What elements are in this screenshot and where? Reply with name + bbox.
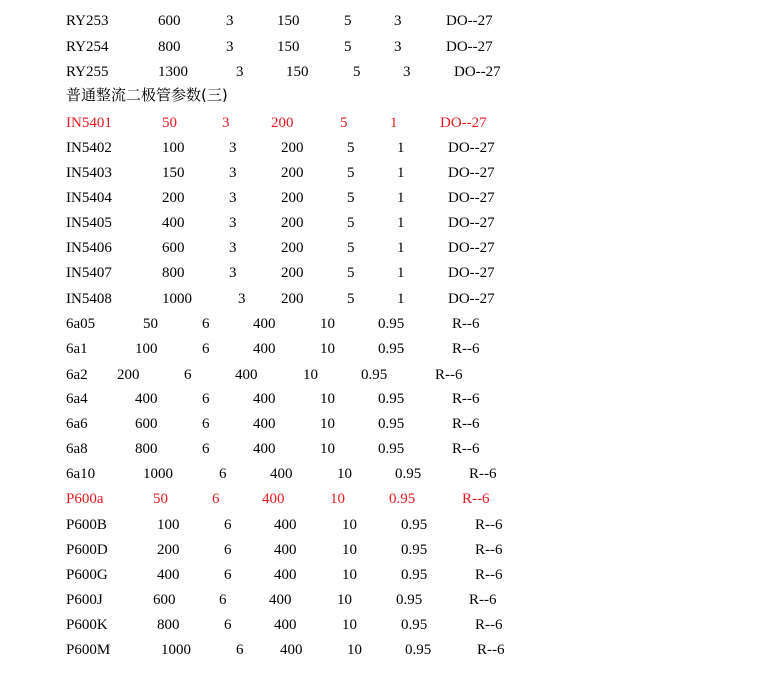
param-value: 3 [226, 13, 234, 29]
part-number: IN5402 [66, 140, 112, 156]
param-value: 3 [238, 291, 246, 307]
table-row [0, 639, 758, 661]
param-value: R--6 [475, 567, 503, 583]
param-value: 3 [403, 64, 411, 80]
table-row [0, 237, 758, 259]
param-value: 100 [162, 140, 185, 156]
part-number: P600a [66, 491, 104, 507]
param-value: 600 [158, 13, 181, 29]
part-number: P600B [66, 517, 107, 533]
param-value: 150 [277, 13, 300, 29]
param-value: 800 [162, 265, 185, 281]
param-value: 150 [277, 39, 300, 55]
param-value: 150 [162, 165, 185, 181]
table-row [0, 488, 758, 510]
param-value: 400 [262, 491, 285, 507]
param-value: 5 [353, 64, 361, 80]
param-value: 3 [394, 39, 402, 55]
param-value: 3 [236, 64, 244, 80]
param-value: 1 [397, 265, 405, 281]
param-value: 10 [342, 567, 357, 583]
param-value: 400 [135, 391, 158, 407]
param-value: 5 [347, 215, 355, 231]
table-row [0, 514, 758, 536]
param-value: DO--27 [448, 265, 495, 281]
param-value: 1 [390, 115, 398, 131]
param-value: 150 [286, 64, 309, 80]
table-row [0, 413, 758, 435]
param-value: 10 [347, 642, 362, 658]
param-value: 10 [303, 367, 318, 383]
part-number: IN5404 [66, 190, 112, 206]
part-number: IN5405 [66, 215, 112, 231]
param-value: 1 [397, 240, 405, 256]
param-value: 600 [162, 240, 185, 256]
param-value: 10 [342, 542, 357, 558]
param-value: 200 [281, 291, 304, 307]
param-value: 3 [229, 215, 237, 231]
param-value: DO--27 [448, 215, 495, 231]
param-value: 10 [320, 316, 335, 332]
param-value: 200 [281, 140, 304, 156]
param-value: 6 [224, 617, 232, 633]
param-value: 3 [229, 165, 237, 181]
param-value: 200 [117, 367, 140, 383]
param-value: R--6 [475, 542, 503, 558]
param-value: 5 [347, 165, 355, 181]
param-value: 1000 [162, 291, 192, 307]
param-value: 0.95 [401, 542, 428, 558]
table-row [0, 313, 758, 335]
param-value: DO--27 [448, 240, 495, 256]
param-value: 6 [202, 341, 210, 357]
param-value: 0.95 [378, 416, 405, 432]
part-number: RY255 [66, 64, 109, 80]
param-value: 200 [281, 165, 304, 181]
param-value: R--6 [452, 441, 480, 457]
table-row [0, 262, 758, 284]
param-value: 1 [397, 291, 405, 307]
param-value: 1300 [158, 64, 188, 80]
param-value: 1 [397, 140, 405, 156]
param-value: 6 [224, 567, 232, 583]
param-value: 400 [280, 642, 303, 658]
param-value: DO--27 [448, 190, 495, 206]
param-value: 3 [229, 190, 237, 206]
param-value: 5 [344, 39, 352, 55]
table-row [0, 539, 758, 561]
param-value: 1 [397, 165, 405, 181]
param-value: R--6 [452, 341, 480, 357]
table-row [0, 10, 758, 32]
table-row [0, 564, 758, 586]
table-row [0, 438, 758, 460]
part-number: RY253 [66, 13, 109, 29]
param-value: DO--27 [454, 64, 501, 80]
param-value: 800 [158, 39, 181, 55]
param-value: DO--27 [448, 140, 495, 156]
param-value: DO--27 [440, 115, 487, 131]
part-number: IN5406 [66, 240, 112, 256]
table-row [0, 162, 758, 184]
param-value: R--6 [452, 316, 480, 332]
param-value: 3 [229, 240, 237, 256]
section-heading: 普通整流二极管参数(三) [66, 86, 228, 104]
param-value: R--6 [469, 592, 497, 608]
table-row [0, 137, 758, 159]
param-value: R--6 [469, 466, 497, 482]
param-value: 400 [270, 466, 293, 482]
param-value: 0.95 [401, 567, 428, 583]
part-number: 6a4 [66, 391, 88, 407]
param-value: 3 [229, 265, 237, 281]
param-value: 1 [397, 190, 405, 206]
param-value: 200 [281, 265, 304, 281]
param-value: 1000 [143, 466, 173, 482]
param-value: 5 [347, 240, 355, 256]
param-value: 3 [229, 140, 237, 156]
param-value: R--6 [477, 642, 505, 658]
table-row [0, 36, 758, 58]
table-row [0, 388, 758, 410]
part-number: 6a1 [66, 341, 88, 357]
part-number: 6a10 [66, 466, 96, 482]
param-value: 400 [253, 391, 276, 407]
param-value: R--6 [475, 617, 503, 633]
param-value: 0.95 [401, 517, 428, 533]
param-value: 6 [219, 592, 227, 608]
param-value: 50 [153, 491, 168, 507]
part-number: P600G [66, 567, 108, 583]
param-value: 10 [320, 416, 335, 432]
param-value: 600 [135, 416, 158, 432]
part-number: RY254 [66, 39, 109, 55]
param-value: 0.95 [378, 441, 405, 457]
param-value: R--6 [462, 491, 490, 507]
param-value: 0.95 [378, 316, 405, 332]
param-value: 400 [162, 215, 185, 231]
param-value: 6 [219, 466, 227, 482]
param-value: 6 [202, 316, 210, 332]
table-row [0, 614, 758, 636]
param-value: DO--27 [448, 165, 495, 181]
param-value: 400 [274, 567, 297, 583]
param-value: 0.95 [361, 367, 388, 383]
table-row [0, 187, 758, 209]
table-row [0, 338, 758, 360]
part-number: IN5403 [66, 165, 112, 181]
param-value: 400 [274, 617, 297, 633]
param-value: 400 [157, 567, 180, 583]
param-value: 10 [330, 491, 345, 507]
param-value: 5 [347, 291, 355, 307]
param-value: 5 [347, 265, 355, 281]
param-value: 0.95 [405, 642, 432, 658]
table-row [0, 112, 758, 134]
part-number: P600D [66, 542, 108, 558]
param-value: 0.95 [401, 617, 428, 633]
part-number: 6a2 [66, 367, 88, 383]
param-value: 10 [320, 441, 335, 457]
param-value: 200 [271, 115, 294, 131]
param-value: 100 [135, 341, 158, 357]
param-value: 10 [320, 391, 335, 407]
param-value: 0.95 [389, 491, 416, 507]
param-value: R--6 [452, 391, 480, 407]
param-value: 400 [253, 341, 276, 357]
param-value: 200 [281, 190, 304, 206]
param-value: 10 [337, 466, 352, 482]
param-value: 1000 [161, 642, 191, 658]
param-value: 5 [344, 13, 352, 29]
param-value: DO--27 [446, 39, 493, 55]
param-value: 6 [202, 391, 210, 407]
param-value: 5 [347, 140, 355, 156]
param-value: 400 [269, 592, 292, 608]
param-value: 0.95 [378, 341, 405, 357]
table-row [0, 288, 758, 310]
part-number: IN5408 [66, 291, 112, 307]
part-number: 6a8 [66, 441, 88, 457]
part-number: 6a6 [66, 416, 88, 432]
param-value: 200 [281, 240, 304, 256]
param-value: 400 [253, 316, 276, 332]
param-value: 6 [224, 542, 232, 558]
param-value: 50 [162, 115, 177, 131]
part-number: P600K [66, 617, 108, 633]
param-value: 1 [397, 215, 405, 231]
param-value: 3 [222, 115, 230, 131]
part-number: IN5407 [66, 265, 112, 281]
param-value: 100 [157, 517, 180, 533]
param-value: 400 [253, 441, 276, 457]
param-value: 0.95 [396, 592, 423, 608]
param-value: 10 [342, 617, 357, 633]
table-row [0, 463, 758, 485]
param-value: 400 [253, 416, 276, 432]
param-value: 6 [202, 441, 210, 457]
param-value: 3 [226, 39, 234, 55]
param-value: 0.95 [378, 391, 405, 407]
param-value: 10 [342, 517, 357, 533]
param-value: 400 [235, 367, 258, 383]
param-value: R--6 [435, 367, 463, 383]
param-value: 10 [337, 592, 352, 608]
part-number: P600J [66, 592, 103, 608]
part-number: P600M [66, 642, 111, 658]
table-row [0, 212, 758, 234]
param-value: 6 [224, 517, 232, 533]
param-value: R--6 [475, 517, 503, 533]
param-value: 800 [157, 617, 180, 633]
part-number: IN5401 [66, 115, 112, 131]
param-value: 6 [184, 367, 192, 383]
table-row [0, 364, 758, 386]
param-value: 200 [162, 190, 185, 206]
param-value: 3 [394, 13, 402, 29]
param-value: 5 [340, 115, 348, 131]
table-row [0, 61, 758, 83]
param-value: 5 [347, 190, 355, 206]
param-value: 400 [274, 517, 297, 533]
param-value: DO--27 [446, 13, 493, 29]
param-value: 6 [212, 491, 220, 507]
table-row [0, 589, 758, 611]
param-value: 0.95 [395, 466, 422, 482]
param-value: 600 [153, 592, 176, 608]
param-value: 6 [202, 416, 210, 432]
param-value: R--6 [452, 416, 480, 432]
param-value: 200 [281, 215, 304, 231]
param-value: 10 [320, 341, 335, 357]
param-value: DO--27 [448, 291, 495, 307]
part-number: 6a05 [66, 316, 96, 332]
param-value: 400 [274, 542, 297, 558]
param-value: 200 [157, 542, 180, 558]
param-value: 50 [143, 316, 158, 332]
param-value: 6 [236, 642, 244, 658]
param-value: 800 [135, 441, 158, 457]
